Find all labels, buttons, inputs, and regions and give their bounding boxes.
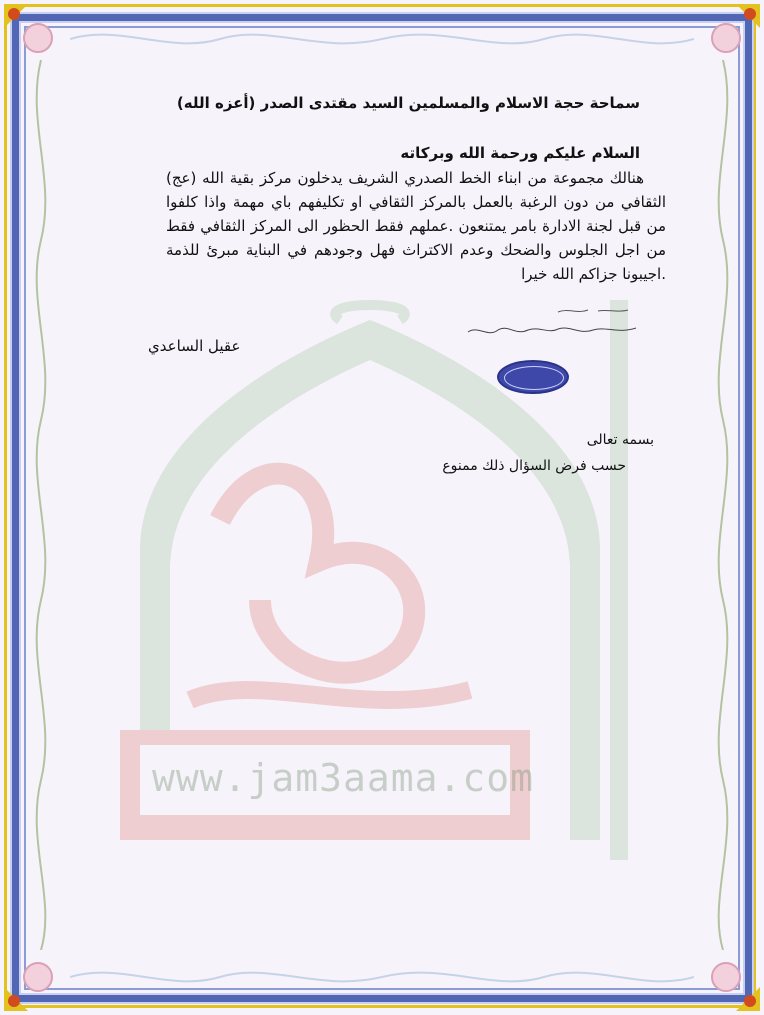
corner-ornament-icon (706, 0, 764, 58)
watermark-url: www.jam3aama.com (152, 756, 535, 800)
answer-heading: بسمه تعالى (586, 432, 654, 448)
answer-text: حسب فرض السؤال ذلك ممنوع (442, 458, 626, 474)
left-vine-ornament (26, 60, 56, 950)
letter-body (166, 166, 666, 286)
letter-title: سماحة حجة الاسلام والمسلمين السيد مقتدى الصدر (أعزه الله) (176, 94, 640, 112)
right-vine-ornament (708, 60, 738, 950)
seal-ring (504, 366, 564, 390)
top-vine-ornament (70, 24, 694, 54)
signature-name: عقيل الساعدي (148, 337, 241, 355)
letter-body-text: هنالك مجموعة من ابناء الخط الصدري الشريف يدخلون مركز بقية الله (عج) الثقافي من دون الرغبة بالعمل بالمركز الثقافي او تكليفهم باي مهمة واذا كلفوا من قبل لجنة الادارة بامر يمتنعون .عملهم فقط الحظور الى المركز الثقافي فقط من اجل الجلوس والضحك وعدم الاكتراث فهل وجودهم في البناية مبرئ للذمة .اجيبونا جزاكم الله خيرا (166, 169, 666, 283)
corner-ornament-icon (706, 957, 764, 1015)
corner-ornament-icon (0, 0, 58, 58)
corner-ornament-icon (0, 957, 58, 1015)
handwritten-note-signature (458, 300, 648, 350)
official-seal-stamp (497, 360, 569, 394)
bottom-vine-ornament (70, 962, 694, 992)
letter-greeting: السلام عليكم ورحمة الله وبركاته (400, 144, 640, 162)
